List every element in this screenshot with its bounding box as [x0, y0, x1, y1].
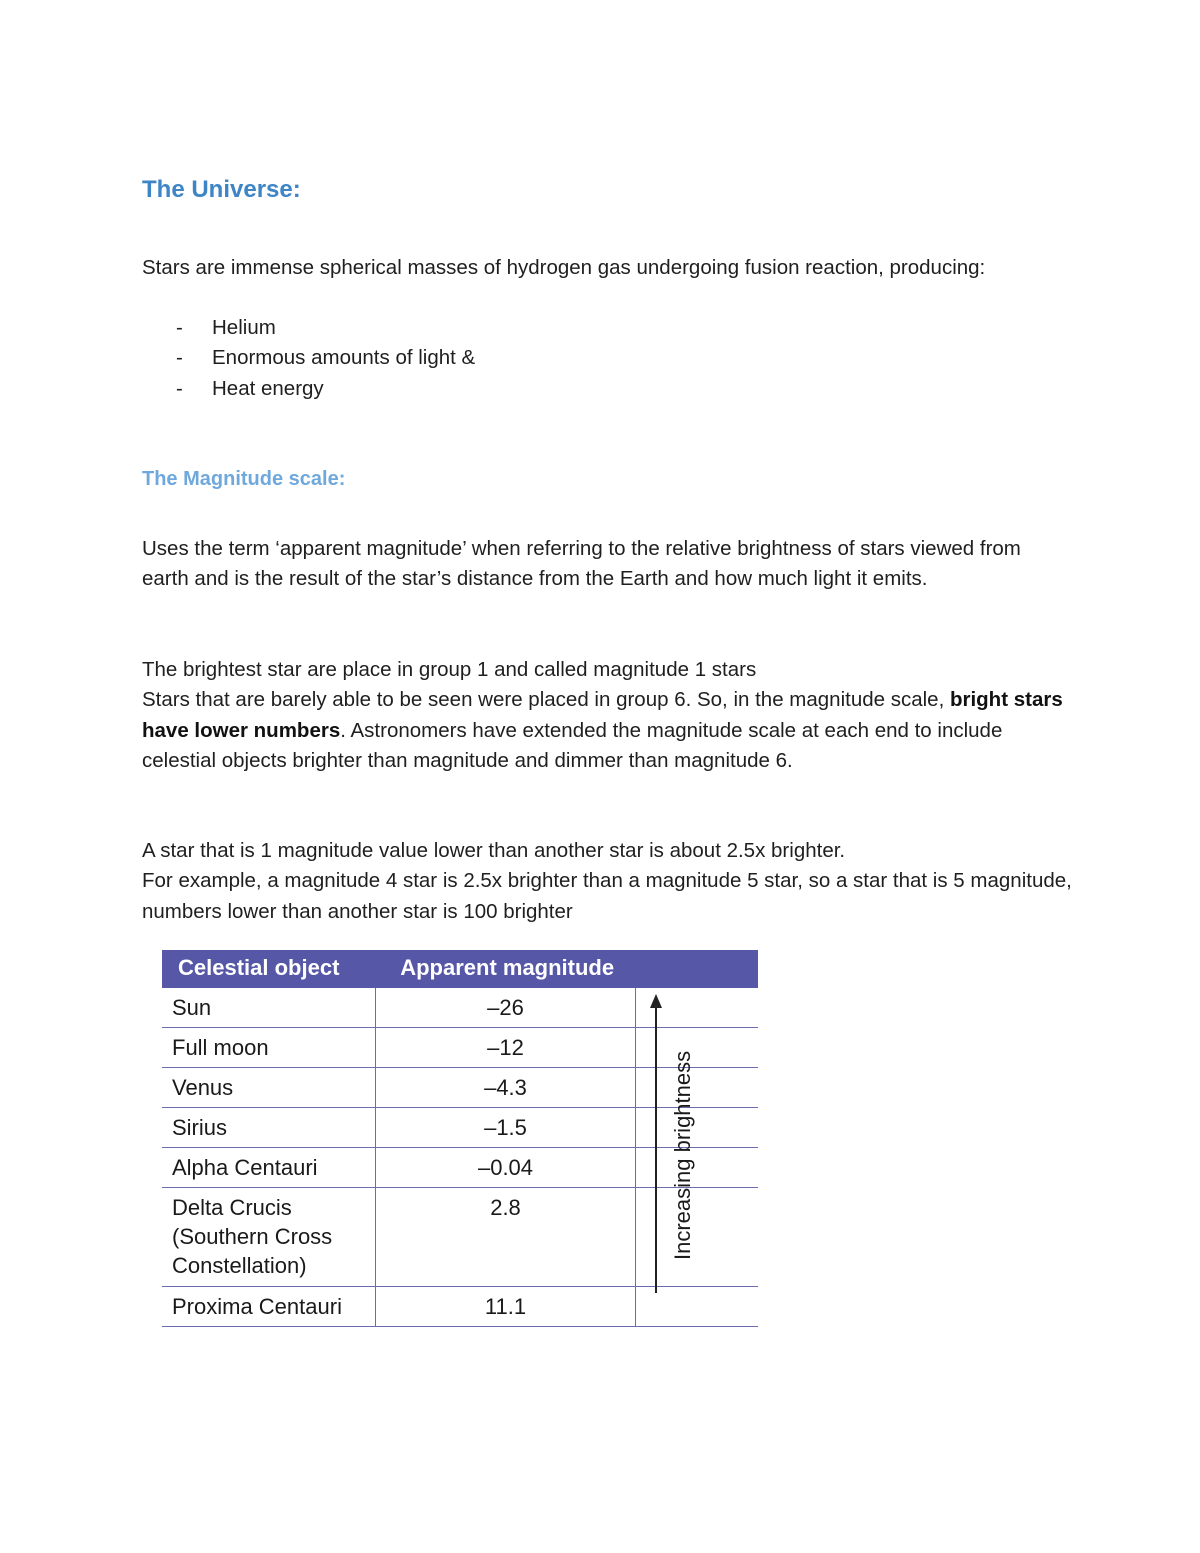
intro-paragraph: Stars are immense spherical masses of hydrogen gas undergoing fusion reaction, producing: [142, 256, 986, 279]
list-item [142, 313, 475, 343]
list-item-label: Helium [212, 316, 276, 339]
example-paragraph [142, 836, 1072, 927]
bullet-marker: - [176, 346, 183, 370]
list-item [142, 374, 475, 404]
object-name: Sun [162, 988, 376, 1027]
example-line-2: For example, a magnitude 4 star is 2.5x brighter than a magnitude 5 star, so a star that is 5 magnitude, numbers lower than another star is 100 brighter [142, 869, 1072, 923]
magnitude-value: –0.04 [376, 1148, 636, 1187]
magnitude-value: 11.1 [376, 1287, 636, 1326]
object-name: Sirius [162, 1108, 376, 1147]
header-celestial-object: Celestial object [178, 955, 340, 980]
product-list [142, 313, 475, 404]
magnitude-value: –12 [376, 1028, 636, 1067]
bright-stars-emphasis: bright stars have lower numbers [142, 688, 1063, 742]
list-item-label: Enormous amounts of light & [212, 346, 476, 370]
example-line-1: A star that is 1 magnitude value lower than another star is about 2.5x brighter. [142, 839, 846, 862]
magnitude-value: 2.8 [376, 1188, 636, 1286]
table-header [162, 950, 758, 988]
brightness-arrow-column [638, 988, 758, 1326]
up-arrow-icon [638, 988, 758, 1326]
object-name: Full moon [162, 1028, 376, 1067]
object-name: Proxima Centauri [162, 1287, 376, 1326]
object-name: Venus [162, 1068, 376, 1107]
heading-universe: The Universe: [142, 176, 301, 203]
magnitude-value: –26 [376, 988, 636, 1027]
list-item-label: Heat energy [212, 376, 324, 400]
brightest-line-2b: . Astronomers have extended the magnitude scale at each end to include celestial objects brighter than magnitude and dimmer than magnitude 6. [142, 718, 1003, 772]
object-name: Delta Crucis (Southern Cross Constellation) [162, 1188, 376, 1286]
increasing-brightness-label: Increasing brightness [670, 1050, 695, 1260]
heading-magnitude-scale: The Magnitude scale: [142, 468, 346, 490]
bullet-marker: - [176, 376, 183, 400]
brightest-paragraph [142, 655, 1072, 776]
table-body [162, 988, 758, 1327]
list-item [142, 343, 475, 373]
magnitude-table [162, 950, 758, 1327]
header-apparent-magnitude: Apparent magnitude [400, 955, 615, 980]
bullet-marker: - [176, 316, 183, 339]
apparent-magnitude-paragraph: Uses the term ‘apparent magnitude’ when referring to the relative brightness of stars viewed from earth and is the result of the star’s distance from the Earth and how much light it emits. [142, 537, 1021, 591]
brightest-line-2a: Stars that are barely able to be seen were placed in group 6. So, in the magnitude scale, [142, 688, 950, 712]
brightest-line-1: The brightest star are place in group 1 and called magnitude 1 stars [142, 658, 757, 681]
magnitude-value: –4.3 [376, 1068, 636, 1107]
object-name: Alpha Centauri [162, 1148, 376, 1187]
magnitude-value: –1.5 [376, 1108, 636, 1147]
